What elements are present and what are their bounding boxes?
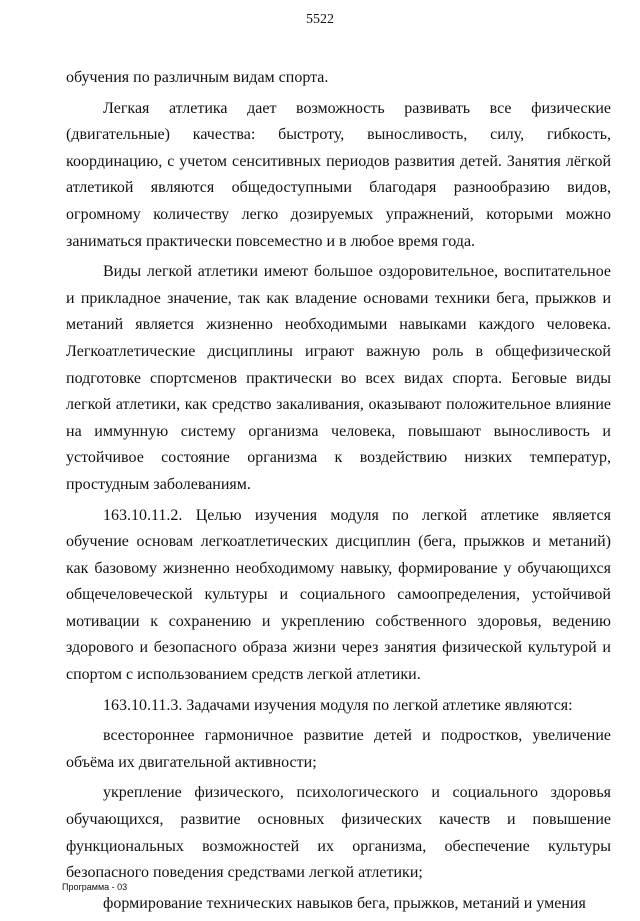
document-body bbox=[66, 65, 611, 917]
page-number: 5522 bbox=[306, 12, 334, 27]
paragraph-task-health: укрепление физического, психологического и социального здоровья обучающихся, развитие основных физических качеств и повышение функциональных возможностей их организма, обеспечение культуры безопасного поведения средствами легкой атлетики; bbox=[66, 784, 611, 882]
paragraph-athletics-types: Виды легкой атлетики имеют большое оздоровительное, воспитательное и прикладное значение, так как владение основами техники бега, прыжков и метаний является жизненно необходимыми навыками каждого человека. Легкоатлетические дисциплины играют важную роль в общефизической подготовке спортсменов практически во всех видах спорта. Беговые виды легкой атлетики, как средство закаливания, оказывают положительное влияние на иммунную систему организма человека, повышают выносливость и устойчивое состояние организма к воздействию низких температур, простудным заболеваниям. bbox=[66, 263, 611, 493]
paragraph-task-development: всестороннее гармоничное развитие детей и подростков, увеличение объёма их двигательной активности; bbox=[66, 727, 611, 771]
paragraph-module-goal: 163.10.11.2. Целью изучения модуля по легкой атлетике является обучение основам легкоатлетических дисциплин (бега, прыжков и метаний) как базовому жизненно необходимому навыку, формирование у обучающихся общечеловеческой культуры и социального самоопределения, устойчивой мотивации к сохранению и укреплению собственного здоровья, ведению здорового и безопасного образа жизни через занятия физической культурой и спортом с использованием средств легкой атлетики. bbox=[66, 506, 611, 684]
paragraph-module-tasks-heading: 163.10.11.3. Задачами изучения модуля по легкой атлетике являются: bbox=[103, 696, 573, 714]
paragraph-athletics-qualities: Легкая атлетика дает возможность развивать все физические (двигательные) качества: быстроту, выносливость, силу, гибкость, координацию, с учетом сенситивных периодов развития детей. Занятия лёгкой атлетикой являются общедоступными благодаря разнообразию видов, огромному количеству легко дозируемых упражнений, которыми можно заниматься практически повсеместно и в любое время года. bbox=[66, 99, 611, 250]
page-footer: Программа - 03 bbox=[62, 882, 128, 892]
paragraph-continuation: обучения по различным видам спорта. bbox=[66, 69, 329, 86]
paragraph-task-skills: формирование технических навыков бега, прыжков, метаний и умения bbox=[103, 894, 586, 912]
